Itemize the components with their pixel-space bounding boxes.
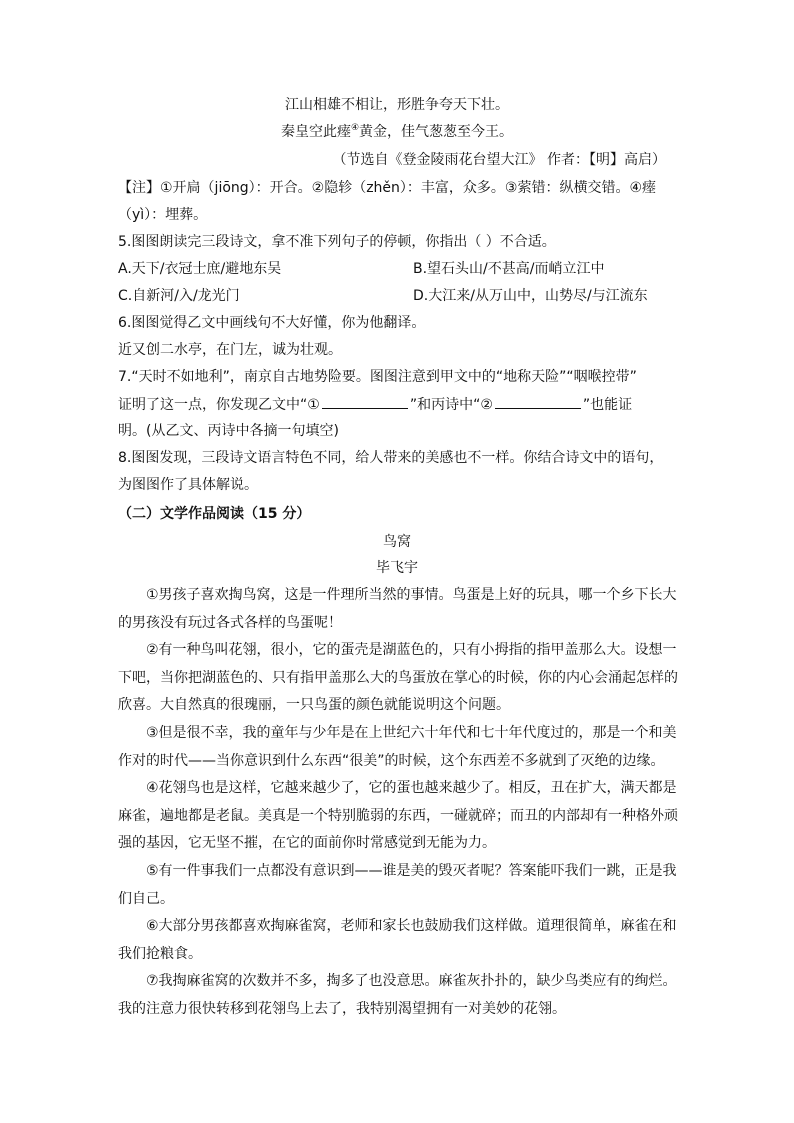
question-5-option-b: B.望石头山/不甚高/而峭立江中 [413,261,605,277]
question-7-text-b: ”和丙诗中“② [409,397,493,413]
notes-line-2: （yì）：埋葬。 [118,207,208,223]
question-6-stem: 6.图图觉得乙文中画线句不大好懂，你为他翻译。 [118,315,426,331]
article-paragraph-line: ②有一种鸟叫花翎，很小，它的蛋壳是湖蓝色的，只有小拇指的指甲盖那么大。设想一 [146,642,677,659]
article-paragraph-line: 们自己。 [118,890,174,907]
article-paragraph-line: 强的基因，它无坚不摧，在它的面前你时常感觉到无能为力。 [118,835,496,852]
poem-line-1: 江山相雄不相让，形胜争夸天下壮。 [285,97,509,113]
poem-line-2-pre: 秦皇空此瘗 [280,124,351,140]
question-5-option-a: A.天下/衣冠士庶/避地东吴 [118,261,282,277]
article-paragraph-line: ⑥大部分男孩都喜欢掏麻雀窝，老师和家长也鼓励我们这样做。道理很简单，麻雀在和 [146,918,677,935]
poem-line-2-post: 黄金，佳气葱葱至今王。 [359,124,514,140]
article-author: 毕飞宇 [376,560,418,576]
article-paragraph-line: ①男孩子喜欢掏鸟窝，这是一件理所当然的事情。鸟蛋是上好的玩具，哪一个乡下长大 [146,587,677,603]
article-paragraph-line: ④花翎鸟也是这样，它越来越少了，它的蛋也越来越少了。相反，丑在扩大，满天都是 [146,780,677,797]
question-7-line-3: 明。(从乙文、丙诗中各摘一句填空) [118,423,339,439]
question-5-option-c: C.自新河/入/龙光门 [118,288,240,304]
question-7-line-1: 7.“天时不如地利”，南京自古地势险要。图图注意到甲文中的“地称天险”“咽喉控带” [118,369,637,385]
article-paragraph-line: 作对的时代——当你意识到什么东西“很美”的时候，这个东西差不多就到了灭绝的边缘。 [118,752,665,769]
article-paragraph-line: 下吧，当你把湖蓝色的、只有指甲盖那么大的鸟蛋放在掌心的时候，你的内心会涌起怎样的 [118,669,678,686]
poem-source: （节选自《登金陵雨花台望大江》 作者：【明】高启） [332,152,666,168]
article-paragraph-line: 的男孩没有玩过各式各样的鸟蛋呢！ [118,614,342,631]
article-paragraph-line: ⑤有一件事我们一点都没有意识到——谁是美的毁灭者呢？答案能吓我们一跳，正是我 [146,863,677,879]
article-paragraph-line: 欣喜。大自然真的很瑰丽，一只鸟蛋的颜色就能说明这个问题。 [118,697,510,714]
footnote-marker: ④ [350,123,360,133]
question-8-line-1: 8.图图发现，三段诗文语言特色不同，给人带来的美感也不一样。你结合诗文中的语句， [118,450,664,466]
article-paragraph-line: 麻雀，遍地都是老鼠。美真是一个特别脆弱的东西，一碰就碎；而丑的内部却有一种格外顽 [118,807,678,824]
answer-blank-2[interactable] [495,394,581,409]
article-title: 鸟窝 [383,534,411,550]
poem-line-2 [0,122,794,142]
question-6-sentence: 近又创二水亭，在门左，诚为壮观。 [118,342,342,358]
question-7-line-2 [118,394,632,415]
answer-blank-1[interactable] [322,394,408,409]
article-paragraph-line: ⑦我掏麻雀窝的次数并不多，掏多了也没意思。麻雀灰扑扑的，缺少鸟类应有的绚烂。 [146,973,677,990]
article-paragraph-line: ③但是很不幸，我的童年与少年是在上世纪六十年代和七十年代度过的，那是一个和美 [146,725,677,741]
article-paragraph-line: 我们抢粮食。 [118,945,202,962]
question-7-text-c: ”也能证 [582,397,633,413]
question-5-option-d: D.大江来/从万山中，山势尽/与江流东 [413,288,648,304]
article-paragraph-line: 我的注意力很快转移到花翎鸟上去了，我特别渴望拥有一对美妙的花翎。 [118,1001,566,1017]
notes-line-1: 【注】①开扃（jiōng）：开合。②隐轸（zhěn）：丰富，众多。③萦错：纵横交错。④瘗 [118,180,657,196]
section-heading: （二）文学作品阅读（15 分） [118,506,311,522]
question-8-line-2: 为图图作了具体解说。 [118,477,258,493]
question-7-text-a: 证明了这一点，你发现乙文中“① [118,397,320,413]
question-5-stem: 5.图图朗读完三段诗文，拿不准下列句子的停顿，你指出（ ）不合适。 [118,234,556,250]
